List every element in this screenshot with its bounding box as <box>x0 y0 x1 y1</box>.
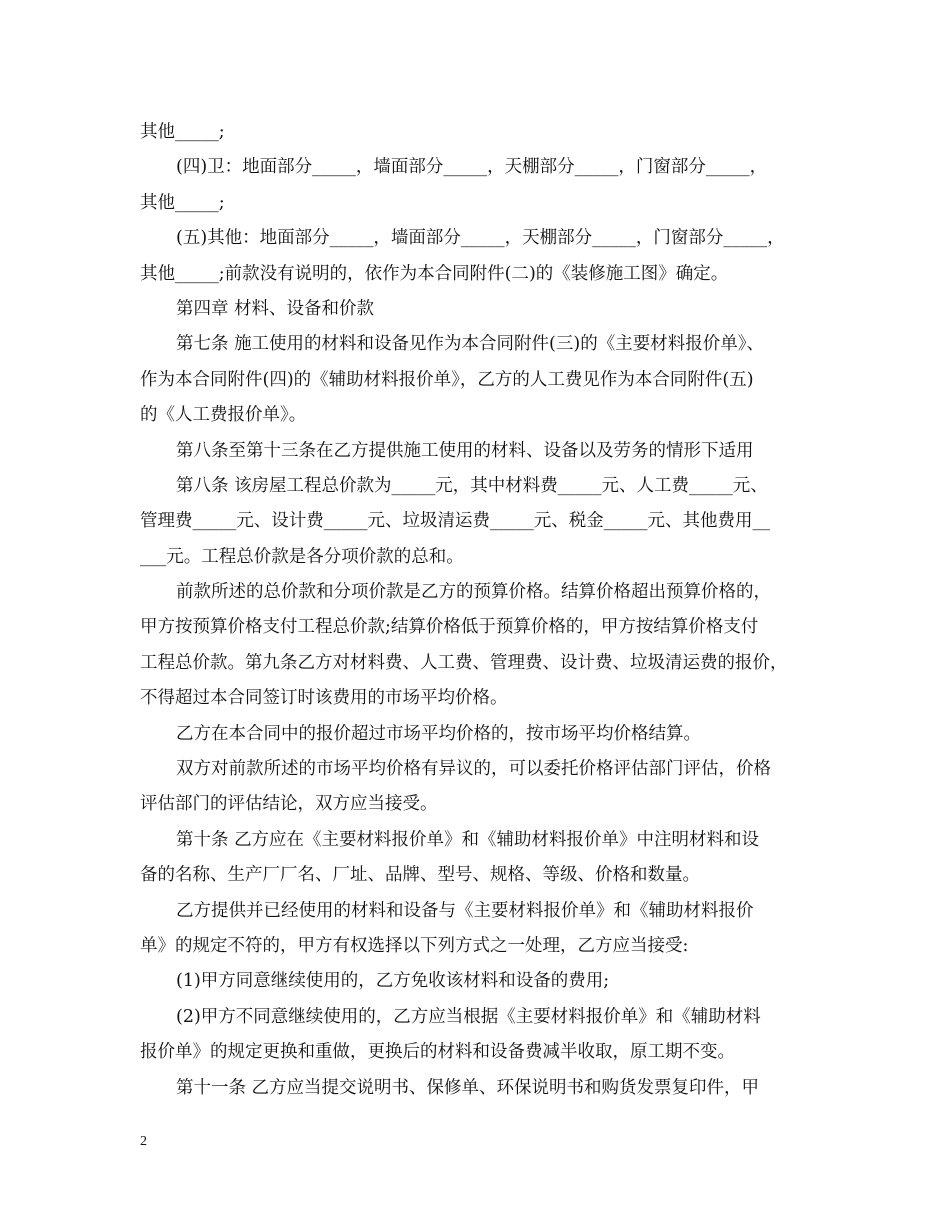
text-line: 作为本合同附件(四)的《辅助材料报价单》，乙方的人工费见作为本合同附件(五) <box>140 369 754 390</box>
document-body <box>140 115 812 1106</box>
text-line: 单》的规定不符的，甲方有权选择以下列方式之一处理，乙方应当接受: <box>140 935 689 956</box>
text-line: 其他_____;前款没有说明的，依作为本合同附件(二)的《装修施工图》确定。 <box>140 263 729 284</box>
text-line: 不得超过本合同签订时该费用的市场平均价格。 <box>140 688 508 709</box>
text-line: (五)其他：地面部分_____，墙面部分_____，天棚部分_____，门窗部分_____， <box>176 228 785 249</box>
page-number: 2 <box>140 1134 147 1149</box>
text-line: 甲方按预算价格支付工程总价款;结算价格低于预算价格的，甲方按结算价格支付 <box>140 617 759 638</box>
text-line: 第七条 施工使用的材料和设备见作为本合同附件(三)的《主要材料报价单》、 <box>176 334 764 355</box>
text-line: 报价单》的规定更换和重做，更换后的材料和设备费减半收取，原工期不变。 <box>140 1042 735 1063</box>
text-line: 管理费_____元、设计费_____元、垃圾清运费_____元、税金_____元、其他费用__ <box>140 511 770 532</box>
text-line: 第八条至第十三条在乙方提供施工使用的材料、设备以及劳务的情形下适用 <box>176 440 754 461</box>
text-line: 第十条 乙方应在《主要材料报价单》和《辅助材料报价单》中注明材料和设 <box>176 829 760 850</box>
text-line: 第四章 材料、设备和价款 <box>176 298 375 319</box>
text-line: 双方对前款所述的市场平均价格有异议的，可以委托价格评估部门评估，价格 <box>176 759 771 780</box>
text-line: 乙方提供并已经使用的材料和设备与《主要材料报价单》和《辅助材料报价 <box>176 900 754 921</box>
text-line: 备的名称、生产厂厂名、厂址、品牌、型号、规格、等级、价格和数量。 <box>140 865 700 886</box>
text-line: 其他_____; <box>140 122 225 142</box>
text-line: 第八条 该房屋工程总价款为_____元，其中材料费_____元、人工费_____元、 <box>176 475 768 496</box>
text-line: 前款所述的总价款和分项价款是乙方的预算价格。结算价格超出预算价格的， <box>176 582 771 603</box>
text-line: (2)甲方不同意继续使用的，乙方应当根据《主要材料报价单》和《辅助材料 <box>176 1006 761 1027</box>
text-line: (1)甲方同意继续使用的，乙方免收该材料和设备的费用; <box>176 971 610 992</box>
text-line: ___元。工程总价款是各分项价款的总和。 <box>140 546 464 567</box>
text-line: 其他_____; <box>140 192 225 213</box>
text-line: 第十一条 乙方应当提交说明书、保修单、环保说明书和购货发票复印件，甲 <box>176 1077 760 1098</box>
text-line: 乙方在本合同中的报价超过市场平均价格的，按市场平均价格结算。 <box>176 723 701 744</box>
text-line: 的《人工费报价单》。 <box>140 405 307 426</box>
text-line: (四)卫：地面部分_____，墙面部分_____，天棚部分_____，门窗部分_____， <box>176 157 768 178</box>
text-line: 工程总价款。第九条乙方对材料费、人工费、管理费、设计费、垃圾清运费的报价， <box>140 652 788 673</box>
text-line: 评估部门的评估结论，双方应当接受。 <box>140 794 438 815</box>
